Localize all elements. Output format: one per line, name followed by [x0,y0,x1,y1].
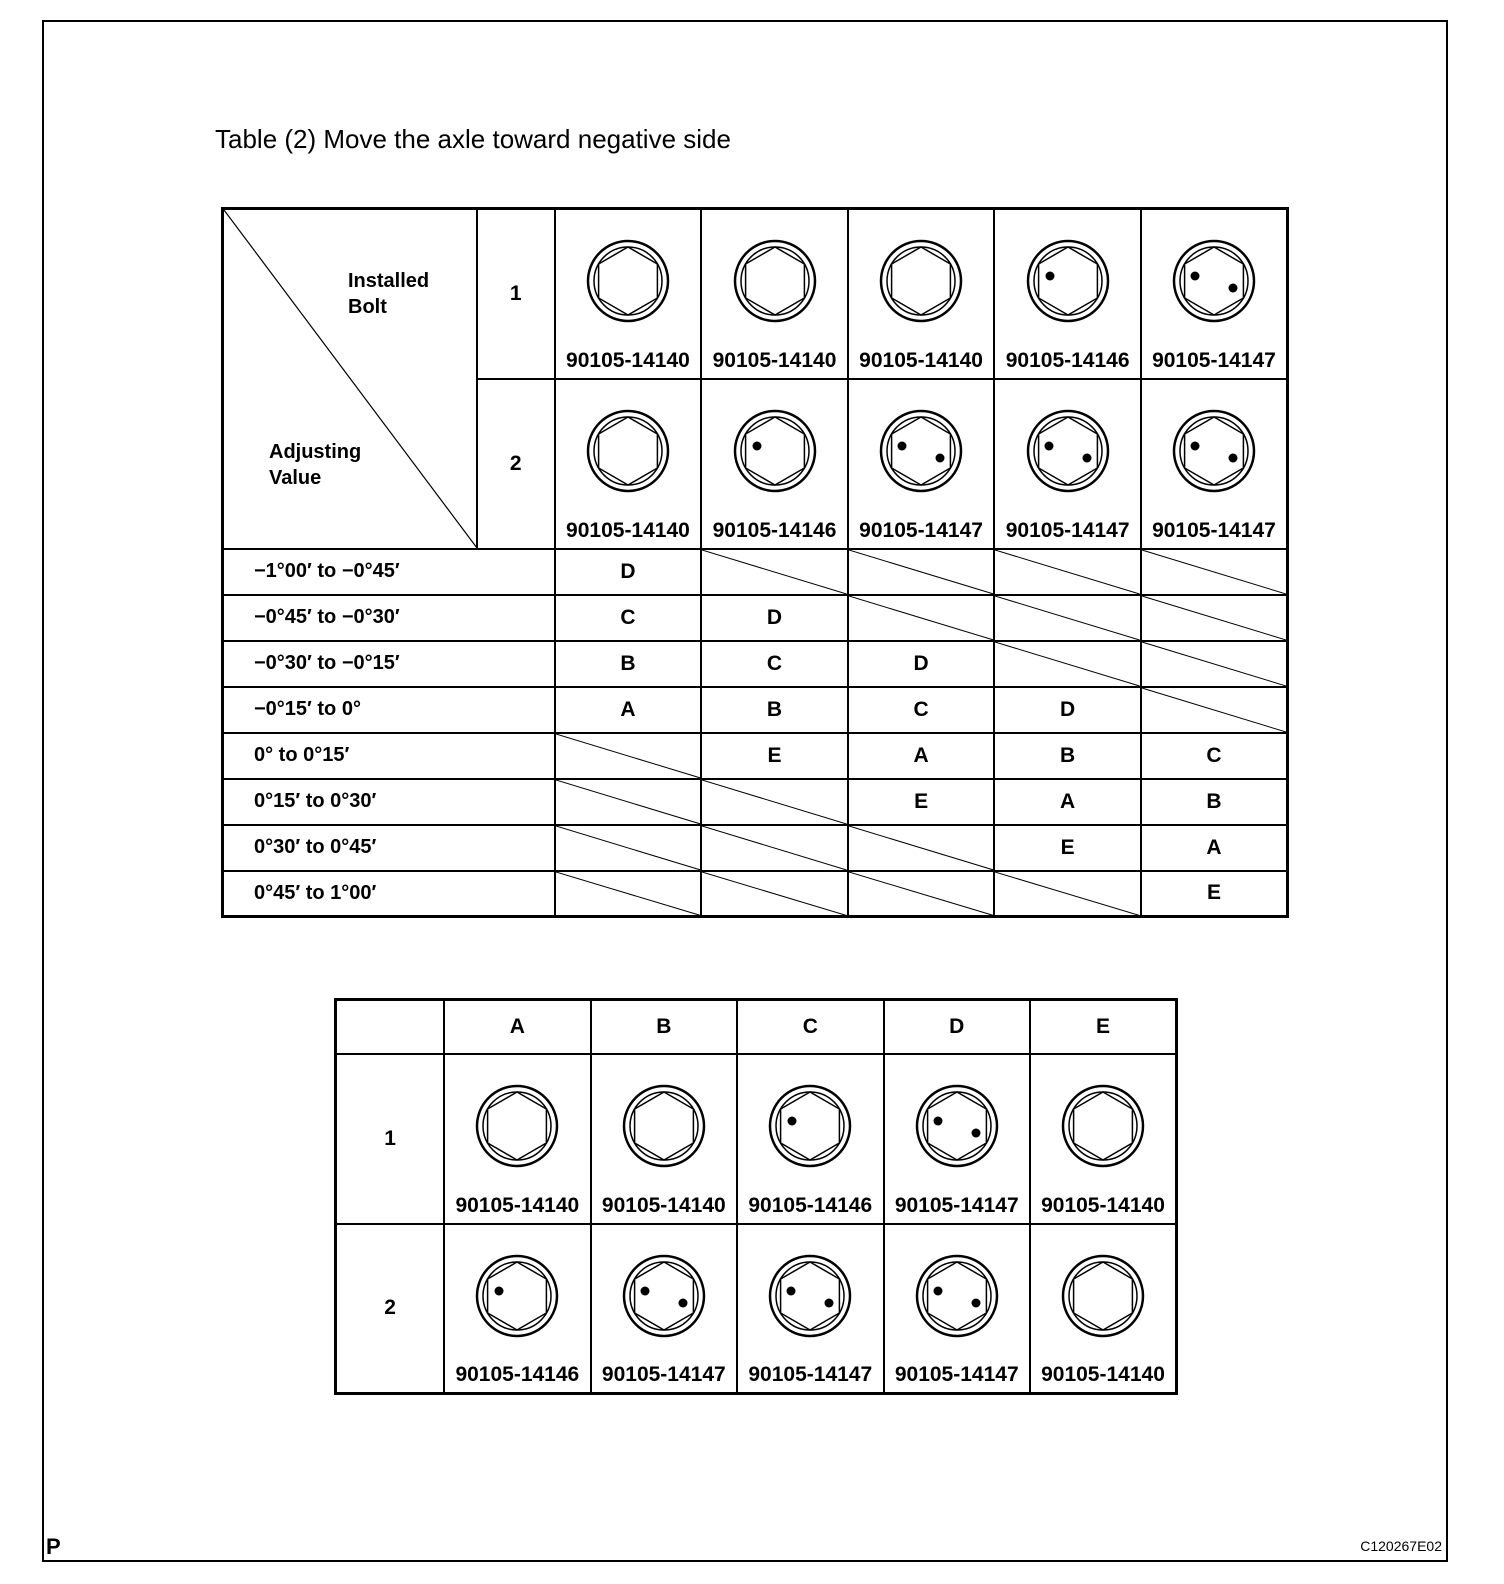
bolt-cell [555,379,702,549]
bolt-mark-dot [752,441,761,450]
adjusting-value-row [223,595,1288,641]
installed-bolt-row [223,209,1288,379]
angle-range-label: 0°30′ to 0°45′ [223,825,555,871]
bolt-cell [1030,1054,1177,1224]
bolt-plain-icon [878,238,964,324]
combination-letter: C [555,595,702,641]
not-applicable-cell [848,595,995,641]
bolt-cell [444,1054,590,1224]
bolt-plain-icon [474,1083,560,1169]
bolt-mark-dot [936,453,945,462]
not-applicable-cell [1141,549,1288,595]
legend-corner-cell [336,1000,445,1054]
installed-bolt-label: Installed Bolt [348,270,430,318]
bolt-two-dot-icon [767,1253,853,1339]
part-number: 90105-14140 [566,518,690,542]
bolt-cell [737,1224,883,1394]
legend-header-row [336,1000,1177,1054]
combination-letter: D [701,595,848,641]
bolt-mark-dot [678,1298,687,1307]
combination-letter: A [848,733,995,779]
bolt-mark-dot [1228,453,1237,462]
not-applicable-cell [994,871,1141,917]
page-marker: P [46,1534,61,1559]
diagonal-strike [995,642,1140,686]
combination-letter: B [701,687,848,733]
combination-letter: D [555,549,702,595]
bolt-cell [591,1224,737,1394]
not-applicable-cell [848,871,995,917]
legend-column-header: B [591,1000,737,1054]
diagonal-strike [702,872,847,916]
adjusting-value-label: Adjusting Value [269,441,362,489]
diagonal-strike [849,826,994,870]
bolt-cell [994,209,1141,379]
bolt-plain-icon [732,238,818,324]
bolt-one-dot-icon [732,408,818,494]
header-diagonal [224,210,477,548]
diagonal-strike [1142,596,1286,640]
not-applicable-cell [994,641,1141,687]
bolt-one-dot-icon [474,1253,560,1339]
bolt-cell [591,1054,737,1224]
bolt-two-dot-icon [914,1253,1000,1339]
part-number: 90105-14140 [601,1193,726,1217]
bolt-plain-icon [1060,1083,1146,1169]
part-number: 90105-14140 [712,348,837,372]
combination-letter: A [1141,825,1288,871]
angle-range-label: −0°30′ to −0°15′ [223,641,555,687]
diagonal-strike [702,826,847,870]
not-applicable-cell [1141,641,1288,687]
combination-letter: E [1141,871,1288,917]
not-applicable-cell [701,779,848,825]
not-applicable-cell [555,733,702,779]
legend-column-header: E [1030,1000,1177,1054]
not-applicable-cell [994,549,1141,595]
combination-letter: E [701,733,848,779]
adjusting-value-row [223,641,1288,687]
bolt-two-dot-icon [621,1253,707,1339]
part-number: 90105-14147 [1005,518,1130,542]
bolt-cell [994,379,1141,549]
bolt-two-dot-icon [914,1083,1000,1169]
not-applicable-cell [701,871,848,917]
part-number: 90105-14140 [1041,1193,1165,1217]
combination-letter: C [701,641,848,687]
not-applicable-cell [848,825,995,871]
part-number: 90105-14146 [748,1193,873,1217]
diagonal-strike [556,872,701,916]
header-corner-cell [223,209,477,549]
bolt-cell [848,209,995,379]
adjusting-value-row [223,779,1288,825]
figure-code: C120267E02 [1360,1538,1442,1554]
adjusting-value-row [223,549,1288,595]
angle-range-label: 0°15′ to 0°30′ [223,779,555,825]
bolt-cell [555,209,702,379]
bolt-position-number: 1 [477,209,555,379]
legend-bolt-row [336,1224,1177,1394]
bolt-cell [1141,209,1288,379]
bolt-plain-icon [1060,1253,1146,1339]
angle-range-label: 0°45′ to 1°00′ [223,871,555,917]
adjusting-value-row [223,687,1288,733]
bolt-cell [444,1224,590,1394]
combination-letter: C [1141,733,1288,779]
bolt-mark-dot [1228,284,1237,293]
bolt-plain-icon [585,408,671,494]
bolt-mark-dot [933,1286,942,1295]
not-applicable-cell [1141,595,1288,641]
combination-letter: D [848,641,995,687]
bolt-mark-dot [787,1286,796,1295]
not-applicable-cell [555,871,702,917]
page-title: Table (2) Move the axle toward negative side [215,124,731,154]
part-number: 90105-14147 [859,518,983,542]
part-number: 90105-14147 [748,1363,873,1386]
bolt-mark-dot [1190,272,1199,281]
angle-range-label: −0°45′ to −0°30′ [223,595,555,641]
bolt-mark-dot [898,441,907,450]
bolt-cell [884,1224,1030,1394]
part-number: 90105-14147 [894,1363,1019,1386]
legend-bolt-row [336,1054,1177,1224]
bolt-mark-dot [825,1298,834,1307]
part-number: 90105-14147 [1152,518,1276,542]
diagonal-strike [556,734,701,778]
bolt-one-dot-icon [767,1083,853,1169]
bolt-cell [701,379,848,549]
diagonal-strike [849,550,994,594]
combination-letter: B [555,641,702,687]
part-number: 90105-14146 [1005,348,1130,372]
bolt-cell [1030,1224,1177,1394]
combination-letter: B [1141,779,1288,825]
combination-letter: E [848,779,995,825]
adjusting-value-row [223,733,1288,779]
diagonal-strike [849,596,994,640]
bolt-cell [737,1054,883,1224]
part-number: 90105-14140 [455,1193,580,1217]
bolt-legend-table [334,998,1178,1395]
bolt-mark-dot [971,1298,980,1307]
adjustment-table [221,207,1289,918]
not-applicable-cell [555,825,702,871]
bolt-two-dot-icon [878,408,964,494]
part-number: 90105-14140 [566,348,690,372]
adjusting-value-row [223,825,1288,871]
bolt-two-dot-icon [1171,408,1257,494]
bolt-mark-dot [495,1286,504,1295]
not-applicable-cell [1141,687,1288,733]
not-applicable-cell [555,779,702,825]
part-number: 90105-14147 [601,1363,726,1386]
bolt-position-number: 2 [477,379,555,549]
diagonal-strike [556,826,701,870]
combination-letter: B [994,733,1141,779]
not-applicable-cell [994,595,1141,641]
bolt-cell [848,379,995,549]
bolt-position-number: 1 [336,1054,445,1224]
part-number: 90105-14146 [712,518,837,542]
part-number: 90105-14147 [1152,348,1276,372]
bolt-mark-dot [933,1116,942,1125]
bolt-cell [1141,379,1288,549]
bolt-two-dot-icon [1025,408,1111,494]
diagonal-strike [1142,642,1286,686]
part-number: 90105-14146 [455,1363,580,1386]
angle-range-label: 0° to 0°15′ [223,733,555,779]
diagonal-strike [995,596,1140,640]
bolt-mark-dot [1044,441,1053,450]
bolt-mark-dot [1045,272,1054,281]
diagonal-strike [849,872,994,916]
bolt-cell [884,1054,1030,1224]
combination-letter: D [994,687,1141,733]
bolt-mark-dot [640,1286,649,1295]
diagonal-strike [702,550,847,594]
combination-letter: C [848,687,995,733]
bolt-one-dot-icon [1025,238,1111,324]
bolt-mark-dot [971,1128,980,1137]
bolt-mark-dot [1190,441,1199,450]
bolt-two-dot-icon [1171,238,1257,324]
diagonal-strike [556,780,701,824]
diagonal-strike [995,872,1140,916]
bolt-cell [701,209,848,379]
bolt-plain-icon [585,238,671,324]
diagonal-strike [995,550,1140,594]
adjusting-value-row [223,871,1288,917]
not-applicable-cell [701,549,848,595]
diagonal-strike [1142,550,1286,594]
not-applicable-cell [701,825,848,871]
angle-range-label: −0°15′ to 0° [223,687,555,733]
bolt-position-number: 2 [336,1224,445,1394]
diagonal-strike [1142,688,1286,732]
angle-range-label: −1°00′ to −0°45′ [223,549,555,595]
part-number: 90105-14140 [1041,1363,1165,1386]
part-number: 90105-14140 [859,348,983,372]
not-applicable-cell [848,549,995,595]
part-number: 90105-14147 [894,1193,1019,1217]
bolt-mark-dot [788,1116,797,1125]
legend-column-header: C [737,1000,883,1054]
bolt-plain-icon [621,1083,707,1169]
legend-column-header: D [884,1000,1030,1054]
legend-column-header: A [444,1000,590,1054]
bolt-mark-dot [1082,453,1091,462]
combination-letter: E [994,825,1141,871]
diagonal-strike [702,780,847,824]
combination-letter: A [555,687,702,733]
combination-letter: A [994,779,1141,825]
